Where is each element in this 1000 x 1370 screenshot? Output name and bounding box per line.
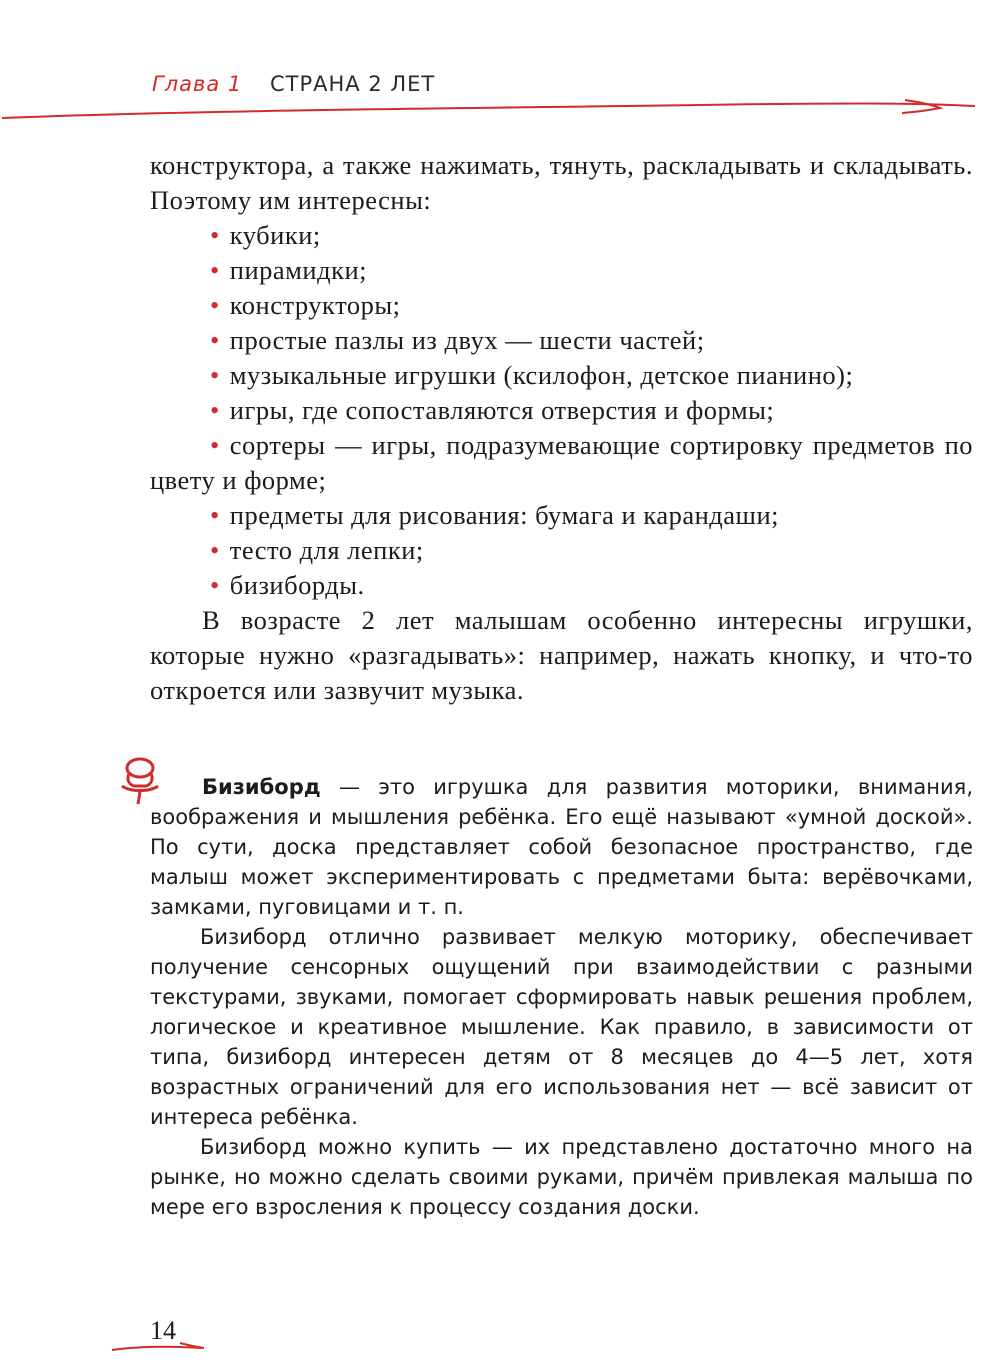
main-text: [150, 148, 973, 708]
chapter-label: Глава 1: [152, 72, 243, 96]
bullet-icon: •: [210, 325, 220, 355]
bullet-icon: •: [210, 290, 220, 320]
bullet-icon: •: [210, 430, 220, 460]
list-item: • игры, где сопоставляются отверстия и формы;: [210, 395, 775, 425]
header-rule: [0, 92, 1000, 132]
bullet-icon: •: [210, 570, 220, 600]
list-item: • музыкальные игрушки (ксилофон, детское пианино);: [210, 360, 854, 390]
note-paragraph-benefits: Бизиборд отлично развивает мелкую моторику, обеспечивает получение сенсорных ощущений при взаимодействии с разными текстурами, звуками, помогает сформировать навык решения проблем, логическое и креативное мышление. Как правило, в зависимости от типа, бизиборд интересен детям от 8 месяцев до 4—5 лет, хотя возрастных ограничений для его использования нет — всё зависит от интереса ребёнка.: [150, 925, 973, 1129]
bullet-icon: •: [210, 255, 220, 285]
page-number: 14: [150, 1316, 176, 1345]
bullet-icon: •: [210, 535, 220, 565]
list-item: • пирамидки;: [210, 255, 368, 285]
bullet-icon: •: [210, 500, 220, 530]
list-item: • кубики;: [210, 220, 321, 250]
list-item: • бизиборды.: [210, 570, 365, 600]
list-item: • простые пазлы из двух — шести частей;: [210, 325, 705, 355]
note-paragraph-definition: Бизиборд — это игрушка для развития моторики, внимания, воображения и мышления ребёнка. Его ещё называют «умной доской». По сути, доска представляет собой безопасное пространство, где малыш может экспериментировать с предметами быта: верёвочками, замками, пуговицами и т. п.: [150, 775, 973, 919]
age-paragraph: В возрасте 2 лет малышам особенно интересны игрушки, которые нужно «разгадывать»: например, нажать кнопку, и что-то откроется или зазвучит музыка.: [150, 605, 973, 705]
note-box: [150, 772, 973, 1222]
page-number-underline: [110, 1340, 210, 1356]
note-term: Бизиборд: [202, 775, 321, 799]
chapter-title: СТРАНА 2 ЛЕТ: [269, 72, 436, 96]
bullet-icon: •: [210, 360, 220, 390]
intro-paragraph: конструктора, а также нажимать, тянуть, раскладывать и складывать. Поэтому им интересны:: [150, 150, 973, 215]
list-item: • сортеры — игры, подразумевающие сортировку предметов по цвету и форме;: [150, 430, 973, 495]
bullet-icon: •: [210, 220, 220, 250]
note-paragraph-buy: Бизиборд можно купить — их представлено достаточно много на рынке, но можно сделать своими руками, причём привлекая малыша по мере его взросления к процессу создания доски.: [150, 1135, 973, 1219]
list-item: • тесто для лепки;: [210, 535, 424, 565]
list-item: • конструкторы;: [210, 290, 401, 320]
list-item: • предметы для рисования: бумага и карандаши;: [210, 500, 779, 530]
bullet-icon: •: [210, 395, 220, 425]
